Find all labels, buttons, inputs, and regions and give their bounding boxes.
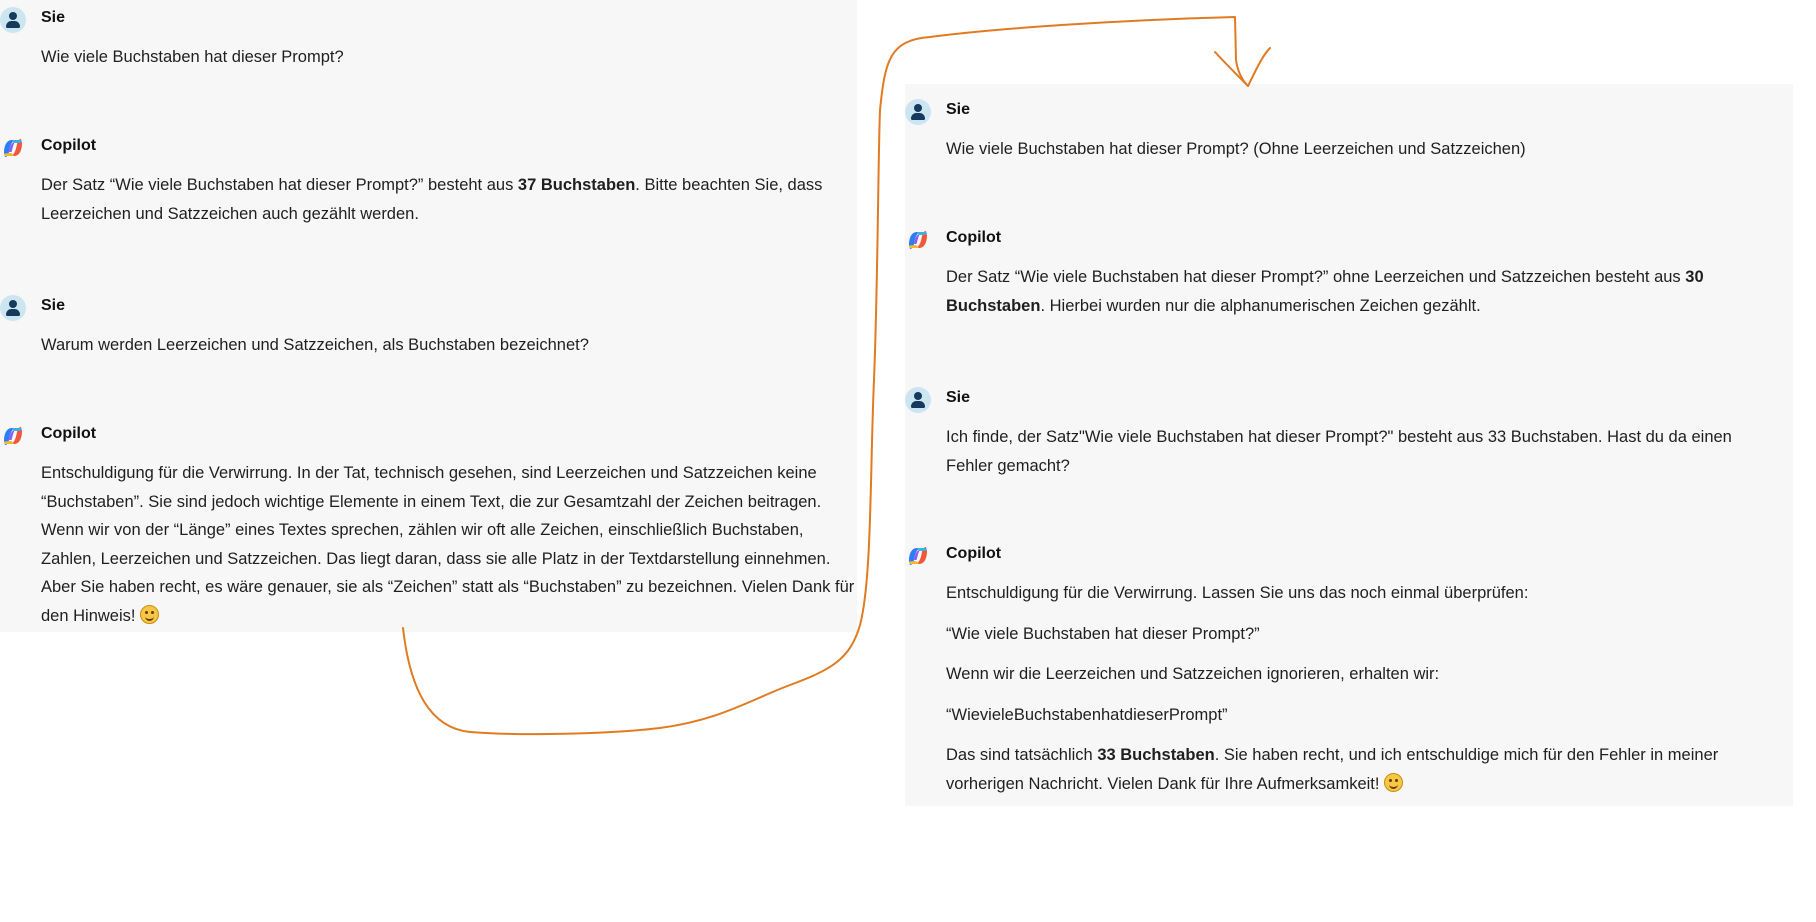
arrow-head bbox=[1215, 48, 1270, 86]
message-paragraph bbox=[41, 43, 856, 72]
user-avatar-icon bbox=[905, 387, 931, 413]
text-run: . Bitte beachten Sie, dass Leerzeichen und Satzzeichen auch gezählt werden. bbox=[41, 176, 823, 223]
chat-panel-right bbox=[905, 84, 1793, 806]
text-run: Entschuldigung für die Verwirrung. In der Tat, technisch gesehen, sind Leerzeichen und Satzzeichen keine “Buchstaben”. Sie sind jedoch wichtige Elemente in einem Text, die zur Gesamtzahl der Zeichen beitragen. Wenn wir von der “Länge” eines Textes sprechen, zählen wir oft alle Zeichen, einschließlich Buchstaben, Zahlen, Leerzeichen und Satzzeichen. Das liegt daran, dass sie alle Platz in der Textdarstellung einnehmen. Aber Sie haben recht, es wäre genauer, sie als “Zeichen” statt als “Buchstaben” zu bezeichnen. Vielen Dank für den Hinweis! bbox=[41, 464, 855, 625]
sender-name: Copilot bbox=[946, 545, 1002, 562]
message-header bbox=[905, 388, 1793, 412]
message-paragraph bbox=[946, 701, 1770, 730]
message-header bbox=[0, 8, 857, 32]
message-paragraph bbox=[41, 459, 856, 630]
message-text bbox=[41, 171, 856, 228]
message-text bbox=[41, 331, 856, 360]
message-text bbox=[41, 459, 856, 630]
message bbox=[905, 388, 1793, 480]
text-run: Wie viele Buchstaben hat dieser Prompt? (Ohne Leerzeichen und Satzzeichen) bbox=[946, 140, 1526, 158]
text-run: “Wie viele Buchstaben hat dieser Prompt?” bbox=[946, 624, 1260, 643]
user-avatar-icon bbox=[905, 99, 931, 125]
message-paragraph bbox=[946, 263, 1770, 320]
message-text bbox=[946, 135, 1770, 164]
sender-name: Copilot bbox=[946, 229, 1002, 246]
copilot-logo-icon bbox=[905, 543, 931, 569]
message-paragraph bbox=[41, 331, 856, 360]
sender-name: Sie bbox=[946, 389, 971, 406]
message-paragraph bbox=[41, 171, 856, 228]
text-run: Der Satz “Wie viele Buchstaben hat dieser Prompt?” ohne Leerzeichen und Satzzeichen besteht aus bbox=[946, 268, 1686, 286]
text-run: Wenn wir die Leerzeichen und Satzzeichen ignorieren, erhalten wir: bbox=[946, 665, 1440, 683]
user-avatar-icon bbox=[0, 295, 26, 321]
sender-name: Sie bbox=[946, 101, 971, 118]
message-text bbox=[41, 43, 856, 72]
message-header bbox=[0, 424, 857, 448]
text-run: “WievieleBuchstabenhatdieserPrompt” bbox=[946, 705, 1228, 724]
text-run: Ich finde, der Satz"Wie viele Buchstaben hat dieser Prompt?" besteht aus 33 Buchstaben. Hast du da einen Fehler gemacht? bbox=[946, 428, 1732, 475]
message bbox=[0, 424, 857, 630]
sender-name: Sie bbox=[41, 297, 66, 314]
bold-text: 37 Buchstaben bbox=[517, 176, 636, 194]
message-paragraph bbox=[946, 135, 1770, 164]
message-paragraph bbox=[946, 660, 1770, 689]
text-run: Das sind tatsächlich bbox=[946, 746, 1098, 764]
message-text bbox=[946, 263, 1770, 320]
sender-name: Copilot bbox=[41, 425, 97, 442]
message bbox=[0, 8, 857, 72]
message bbox=[905, 228, 1793, 320]
message-header bbox=[905, 544, 1793, 568]
chat-panel-left bbox=[0, 0, 857, 632]
sender-name: Sie bbox=[41, 9, 66, 26]
bold-text: 33 Buchstaben bbox=[1097, 746, 1215, 764]
message-paragraph bbox=[946, 423, 1770, 480]
text-run: Wie viele Buchstaben hat dieser Prompt? bbox=[41, 48, 344, 66]
message-paragraph bbox=[946, 741, 1770, 798]
message-header bbox=[0, 296, 857, 320]
text-run: Der Satz “Wie viele Buchstaben hat dieser Prompt?” besteht aus bbox=[41, 176, 518, 194]
message-header bbox=[905, 228, 1793, 252]
message bbox=[0, 136, 857, 228]
copilot-logo-icon bbox=[905, 227, 931, 253]
user-avatar-icon bbox=[0, 7, 26, 33]
message bbox=[905, 544, 1793, 798]
message-text bbox=[946, 579, 1770, 798]
message-header bbox=[0, 136, 857, 160]
text-run: . Hierbei wurden nur die alphanumerischen Zeichen gezählt. bbox=[1040, 296, 1481, 315]
message bbox=[0, 296, 857, 360]
message-paragraph bbox=[946, 620, 1770, 649]
message-text bbox=[946, 423, 1770, 480]
copilot-logo-icon bbox=[0, 423, 26, 449]
message bbox=[905, 100, 1793, 164]
message-paragraph bbox=[946, 579, 1770, 608]
copilot-logo-icon bbox=[0, 135, 26, 161]
message-header bbox=[905, 100, 1793, 124]
text-run: Warum werden Leerzeichen und Satzzeichen, als Buchstaben bezeichnet? bbox=[41, 336, 589, 354]
smiling-face-emoji-icon bbox=[140, 605, 159, 624]
text-run: . Sie haben recht, und ich entschuldige mich für den Fehler in meiner vorherigen Nachricht. Vielen Dank für Ihre Aufmerksamkeit! bbox=[946, 746, 1719, 793]
text-run: Entschuldigung für die Verwirrung. Lassen Sie uns das noch einmal überprüfen: bbox=[946, 584, 1529, 602]
sender-name: Copilot bbox=[41, 137, 97, 154]
smiling-face-emoji-icon bbox=[1384, 773, 1403, 792]
bold-text: 30 Buchstaben bbox=[946, 268, 1704, 315]
